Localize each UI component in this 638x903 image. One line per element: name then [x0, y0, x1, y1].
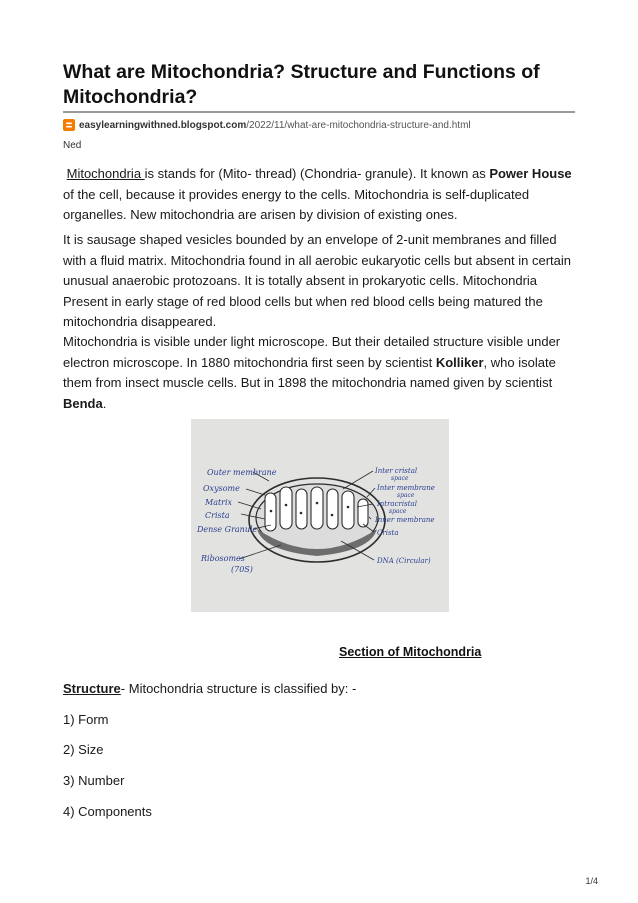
- list-item-form: 1) Form: [63, 712, 109, 727]
- crista-shape: [280, 487, 292, 529]
- author-name: Ned: [63, 140, 82, 151]
- title-divider: [63, 111, 575, 113]
- label-outer-membrane: Outer membrane: [207, 468, 277, 477]
- label-dna: DNA (Circular): [377, 557, 431, 565]
- p1-text-1: is stands for (Mito- thread) (Chondria- granule). It known as: [144, 166, 490, 181]
- p3-bold-kolliker: Kolliker: [435, 354, 484, 370]
- list-item-size: 2) Size: [63, 742, 104, 757]
- source-line: [63, 117, 471, 133]
- p3-text-3: .: [102, 395, 107, 411]
- structure-line: [63, 681, 356, 696]
- mitochondria-link[interactable]: Mitochondria: [66, 166, 145, 181]
- paragraph-intro: [63, 164, 575, 226]
- crista-shape: [311, 487, 323, 529]
- structure-heading: Structure: [63, 681, 121, 696]
- label-inter-membrane-space: space: [397, 492, 415, 499]
- dense-granule-shape: [270, 510, 273, 513]
- list-item-number: 3) Number: [63, 773, 125, 788]
- label-crista-right: Crista: [377, 529, 399, 537]
- page-number: 1/4: [585, 876, 598, 886]
- dense-granule-shape: [331, 514, 334, 517]
- p1-text-2: of the cell, because it provides energy to the cells. Mitochondria is self-duplicated organelles. New mitochondria are arisen by division of existing ones.: [63, 186, 530, 223]
- label-70s: (70S): [231, 565, 253, 574]
- p1-bold-power-house: Power House: [489, 166, 572, 181]
- structure-text: - Mitochondria structure is classified by: -: [120, 681, 357, 696]
- mitochondria-diagram: [191, 419, 449, 612]
- pointer-line: [239, 545, 281, 559]
- label-inner-membrane: Inner membrane: [375, 516, 435, 524]
- label-dense-granule: Dense Granule: [197, 525, 258, 534]
- crista-shape: [327, 489, 338, 529]
- crista-shape: [358, 499, 368, 527]
- p3-text-2: , who isolate them from insect muscle cells. But in 1898 the mitochondria named given by scientist: [63, 354, 556, 391]
- label-oxysome: Oxysome: [203, 484, 240, 493]
- label-crista-left: Crista: [205, 511, 230, 520]
- p3-text-1: Mitochondria is visible under light microscope. But their detailed structure visible under electron microscope. In 1880 mitochondria first seen by scientist: [63, 334, 561, 370]
- dense-granule-shape: [316, 502, 319, 505]
- label-intracristal: Intracristal: [377, 500, 417, 508]
- dense-granule-shape: [347, 506, 350, 509]
- label-inter-membrane: Inter membrane: [377, 484, 435, 492]
- label-inter-cristal: Inter cristal: [375, 467, 418, 475]
- label-intracristal-space: space: [389, 508, 407, 515]
- article-title: What are Mitochondria? Structure and Functions of Mitochondria?: [63, 61, 540, 108]
- dense-granule-shape: [285, 504, 288, 507]
- source-url[interactable]: [79, 120, 471, 131]
- blogger-icon: [63, 119, 75, 131]
- label-inter-cristal-space: space: [391, 475, 409, 482]
- pointer-line: [246, 489, 265, 495]
- label-matrix: Matrix: [205, 498, 233, 507]
- list-item-components: 4) Components: [63, 804, 152, 819]
- source-path: /2022/11/what-are-mitochondria-structure-and.html: [246, 119, 471, 131]
- crista-shape: [296, 489, 307, 529]
- figure-caption: Section of Mitochondria: [339, 645, 482, 659]
- dense-granule-shape: [300, 512, 303, 515]
- source-domain: easylearningwithned.blogspot.com: [79, 119, 247, 131]
- pointer-line: [238, 502, 261, 509]
- paragraph-history: [63, 332, 575, 414]
- crista-shape: [342, 491, 354, 529]
- p3-bold-benda: Benda: [63, 395, 103, 411]
- label-ribosomes: Ribosomes: [201, 554, 245, 563]
- paragraph-shape: It is sausage shaped vesicles bounded by an envelope of 2-unit membranes and filled with a fluid matrix. Mitochondria found in all aerobic eukaryotic cells but absent in certain unusual anaerobic protozoans. It is totally absent in prokaryotic cells. Mitochondria Present in early stage of red blood cells but when red blood cells being matured the mitochondria disappeared.: [63, 232, 571, 330]
